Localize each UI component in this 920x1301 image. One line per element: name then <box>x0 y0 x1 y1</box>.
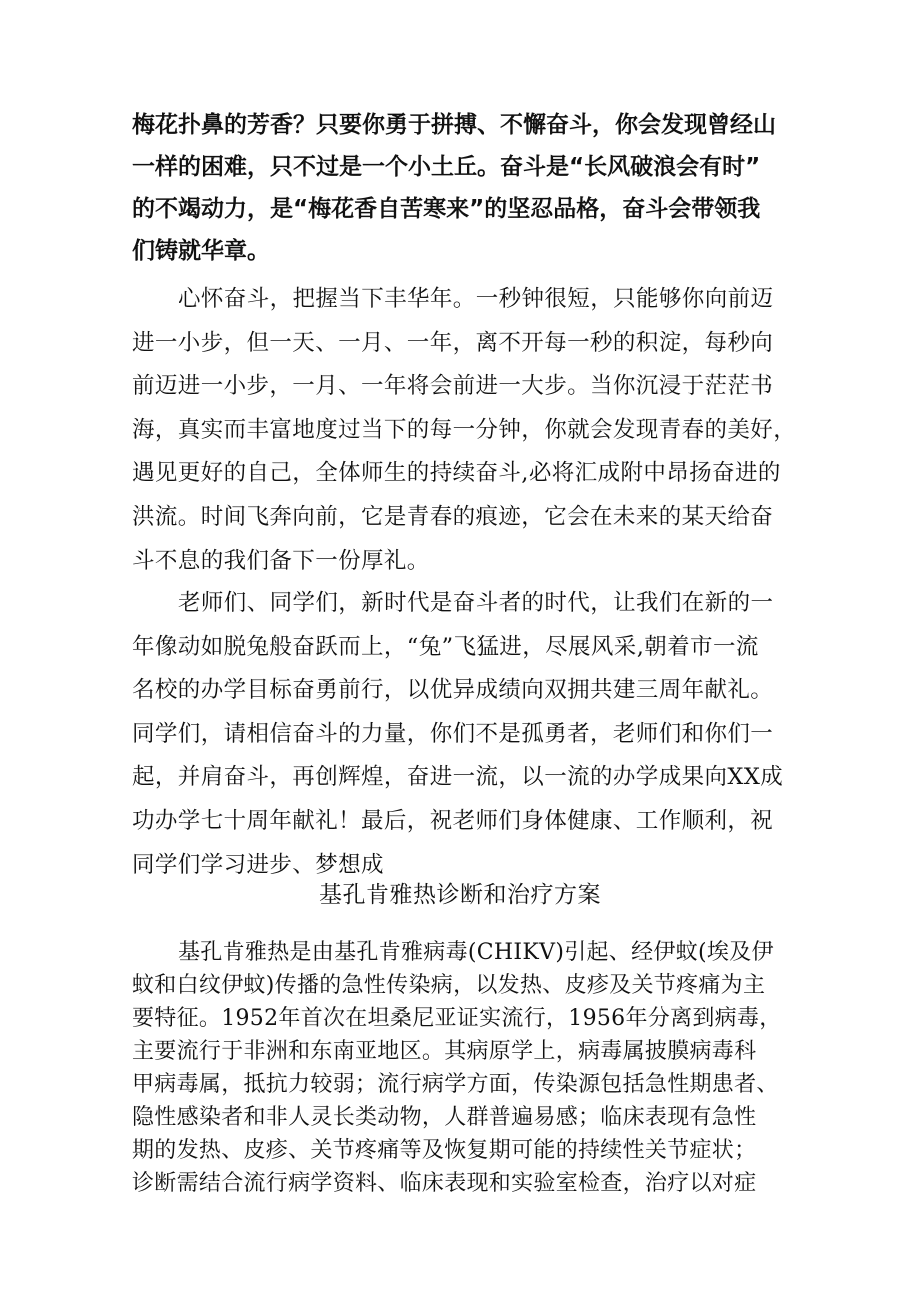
text-line: 要特征。1952年首次在坦桑尼亚证实流行，1956年分离到病毒， <box>132 1006 782 1031</box>
text-line: 斗不息的我们备下一份厚礼。 <box>132 547 430 574</box>
text-line: 遇见更好的自己，全体师生的持续奋斗,必将汇成附中昂扬奋进的 <box>132 460 781 487</box>
text-line: 同学们学习进步、梦想成 <box>132 851 384 878</box>
text-line: 心怀奋斗，把握当下丰华年。一秒钟很短，只能够你向前迈 <box>178 286 774 312</box>
paragraph-speech-end-bold <box>132 104 792 272</box>
paragraph-chikungunya-intro <box>132 936 792 1200</box>
text-line: 基孔肯雅热是由基孔肯雅病毒(CHIKV)引起、经伊蚊(埃及伊 <box>178 940 774 965</box>
text-line: 诊断需结合流行病学资料、临床表现和实验室检查，治疗以对症 <box>132 1171 757 1196</box>
text-line: 梅花扑鼻的芳香？只要你勇于拼搏、不懈奋斗，你会发现曾经山 <box>132 112 776 138</box>
text-line: 甲病毒属，抵抗力较弱；流行病学方面，传染源包括急性期患者、 <box>132 1072 779 1097</box>
text-line: 进一小步，但一天、一月、一年，离不开每一秒的积淀，每秒向 <box>132 329 774 356</box>
text-line: 前迈进一小步，一月、一年将会前进一大步。当你沉浸于茫茫书 <box>132 373 774 400</box>
text-line: 期的发热、皮疹、关节疼痛等及恢复期可能的持续性关节症状； <box>132 1138 757 1163</box>
text-line: 同学们，请相信奋斗的力量，你们不是孤勇者，老师们和你们一 <box>132 720 774 747</box>
section-title: 基孔肯雅热诊断和治疗方案 <box>319 882 601 908</box>
text-line: 的不竭动力，是“梅花香自苦寒来”的坚忍品格，奋斗会带领我 <box>132 196 761 222</box>
text-line: 年像动如脱兔般奋跃而上，“兔”飞猛进，尽展风采,朝着市一流 <box>132 633 759 660</box>
text-line: 们铸就华章。 <box>132 238 270 264</box>
paragraph-closing-remarks <box>132 582 792 887</box>
text-line: 蚊和白纹伊蚊)传播的急性传染病，以发热、皮疹及关节疼痛为主 <box>132 973 766 998</box>
text-line: 洪流。时间飞奔向前，它是青春的痕迹，它会在未来的某天给奋 <box>132 503 774 530</box>
paragraph-seize-the-present <box>132 278 797 583</box>
text-line: 名校的办学目标奋勇前行，以优异成绩向双拥共建三周年献礼。 <box>132 677 774 704</box>
text-line: 老师们、同学们，新时代是奋斗者的时代，让我们在新的一 <box>178 590 774 616</box>
text-line: 功办学七十周年献礼！最后，祝老师们身体健康、工作顺利，祝 <box>132 807 774 834</box>
text-line: 一样的困难，只不过是一个小土丘。奋斗是“长风破浪会有时” <box>132 154 761 180</box>
text-line: 隐性感染者和非人灵长类动物，人群普遍易感；临床表现有急性 <box>132 1105 757 1130</box>
text-line: 起，并肩奋斗，再创辉煌，奋进一流，以一流的办学成果向XX成 <box>132 764 784 791</box>
text-line: 主要流行于非洲和东南亚地区。其病原学上，病毒属披膜病毒科 <box>132 1039 757 1064</box>
text-line: 海，真实而丰富地度过当下的每一分钟，你就会发现青春的美好， <box>132 416 797 443</box>
